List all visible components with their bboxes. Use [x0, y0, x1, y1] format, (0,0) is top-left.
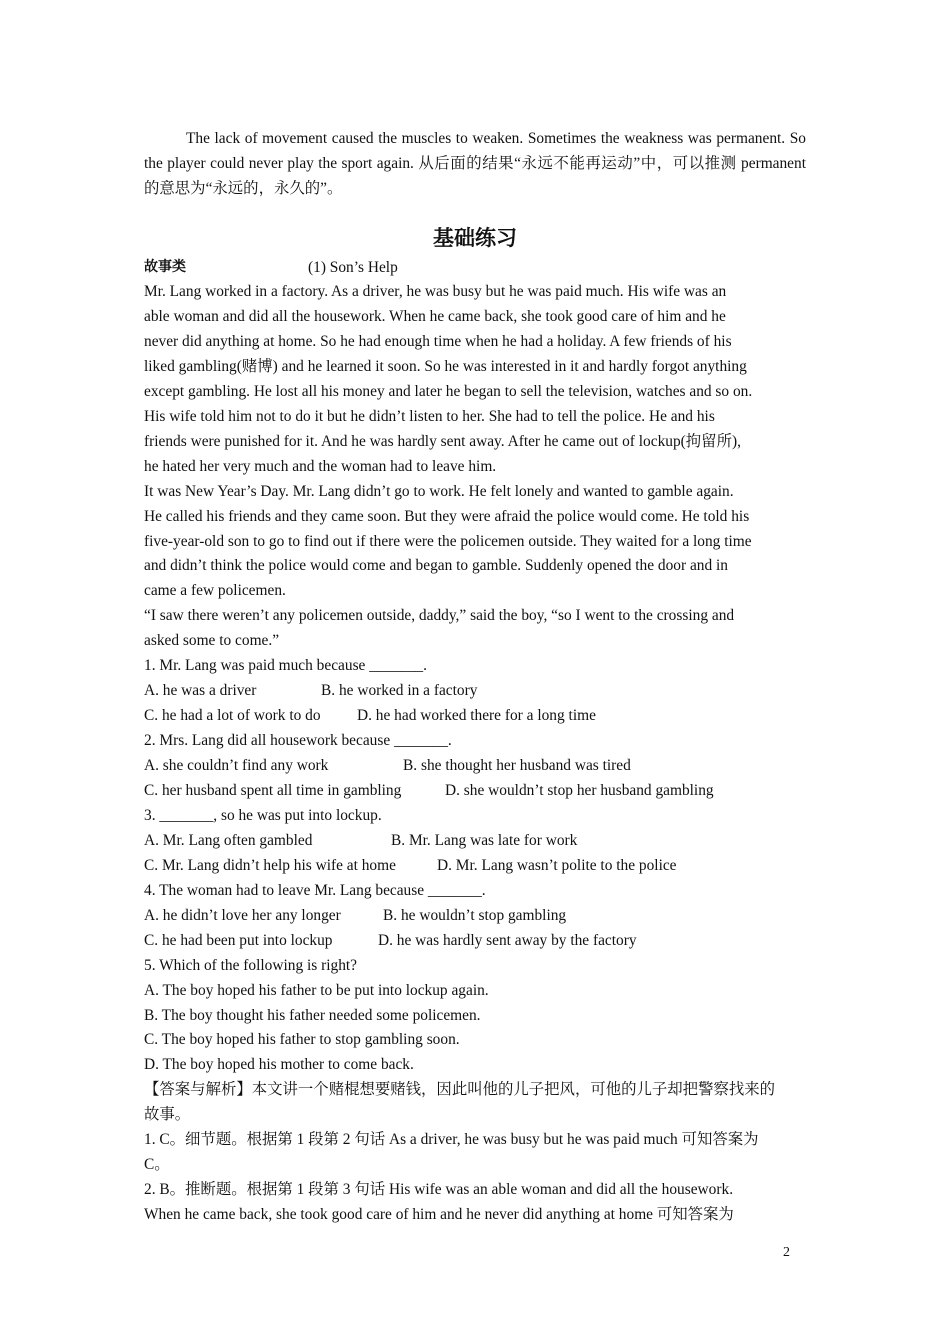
question-stem: 5. Which of the following is right?	[144, 956, 358, 974]
story-line: liked gambling(赌博) and he learned it soon. So he was interested in it and hardly forgot anything	[144, 357, 747, 375]
story-line: five-year-old son to go to find out if there were the policemen outside. They waited for a long time	[144, 532, 752, 550]
story-line: he hated her very much and the woman had to leave him.	[144, 457, 497, 475]
story-line: and didn’t think the police would come and began to gamble. Suddenly opened the door and in	[144, 557, 729, 575]
story-line: Mr. Lang worked in a factory. As a driver, he was busy but he was paid much. His wife was an	[144, 283, 727, 300]
story-line: came a few policemen.	[144, 582, 286, 600]
option-b: B. he wouldn’t stop gambling	[383, 906, 567, 924]
answer-explanation	[144, 1078, 806, 1228]
option-c: C. he had a lot of work to do	[144, 707, 321, 725]
story-title: (1) Son’s Help	[308, 259, 398, 276]
answer-line: 1. C。细节题。根据第 1 段第 2 句话 As a driver, he was busy but he was paid much 可知答案为	[144, 1131, 759, 1149]
story-line: asked some to come.”	[144, 632, 280, 650]
answer-line: 故事。	[144, 1106, 191, 1124]
story-line: except gambling. He lost all his money and later he began to sell the television, watches and so on.	[144, 382, 753, 400]
option-a: A. he didn’t love her any longer	[144, 906, 341, 924]
intro-paragraph: The lack of movement caused the muscles to weaken. Sometimes the weakness was permanent. So the player could never play the sport again. 从后面的结果“永远不能再运动”中，可以推测 permanent 的意思为“永远的，永久的”。	[144, 130, 806, 197]
option-a: A. she couldn’t find any work	[144, 757, 329, 775]
answer-line: When he came back, she took good care of him and he never did anything at home 可知答案为	[144, 1206, 734, 1224]
option-c: C. Mr. Lang didn’t help his wife at home	[144, 856, 396, 874]
question-stem: 3. _______, so he was put into lockup.	[144, 806, 382, 824]
option-b: B. he worked in a factory	[321, 682, 478, 700]
page-number: 2	[783, 1245, 790, 1260]
option-b: B. she thought her husband was tired	[403, 757, 631, 775]
story-line: His wife told him not to do it but he didn’t listen to her. She had to tell the police. He and his	[144, 407, 715, 425]
option-c: C. The boy hoped his father to stop gambling soon.	[144, 1031, 460, 1049]
option-d: D. she wouldn’t stop her husband gambling	[445, 782, 714, 800]
option-d: D. he was hardly sent away by the factory	[378, 931, 637, 949]
option-a: A. The boy hoped his father to be put into lockup again.	[144, 981, 489, 999]
option-d: D. he had worked there for a long time	[357, 707, 596, 725]
question-4	[144, 879, 806, 954]
story-category: 故事类	[144, 259, 186, 275]
question-1	[144, 654, 806, 729]
option-c: C. her husband spent all time in gambling	[144, 782, 402, 800]
question-stem: 4. The woman had to leave Mr. Lang because _______.	[144, 881, 486, 899]
question-2	[144, 729, 806, 804]
story-line: able woman and did all the housework. When he came back, she took good care of him and he	[144, 307, 726, 325]
story-header	[144, 255, 806, 280]
document-page	[144, 126, 806, 1228]
option-a: A. he was a driver	[144, 682, 257, 700]
answer-line: 【答案与解析】本文讲一个赌棍想要赌钱，因此叫他的儿子把风，可他的儿子却把警察找来的	[144, 1081, 776, 1099]
question-stem: 1. Mr. Lang was paid much because _______.	[144, 657, 427, 675]
story-text	[144, 280, 806, 654]
story-line: never did anything at home. So he had enough time when he had a holiday. A few friends of his	[144, 332, 732, 350]
question-stem: 2. Mrs. Lang did all housework because _______.	[144, 732, 452, 750]
option-b: B. The boy thought his father needed some policemen.	[144, 1006, 481, 1024]
answer-line: 2. B。推断题。根据第 1 段第 3 句话 His wife was an able woman and did all the housework.	[144, 1181, 734, 1199]
option-c: C. he had been put into lockup	[144, 931, 333, 949]
option-d: D. The boy hoped his mother to come back.	[144, 1056, 414, 1074]
story-line: friends were punished for it. And he was hardly sent away. After he came out of lockup(拘留所),	[144, 432, 741, 450]
option-a: A. Mr. Lang often gambled	[144, 831, 313, 849]
option-d: D. Mr. Lang wasn’t polite to the police	[437, 856, 677, 874]
story-line: “I saw there weren’t any policemen outside, daddy,” said the boy, “so I went to the crossing and	[144, 607, 735, 625]
answer-line: C。	[144, 1156, 170, 1174]
question-3	[144, 804, 806, 879]
story-line: It was New Year’s Day. Mr. Lang didn’t go to work. He felt lonely and wanted to gamble again.	[144, 482, 734, 500]
section-title: 基础练习	[433, 225, 517, 250]
story-line: He called his friends and they came soon. But they were afraid the police would come. He told his	[144, 507, 750, 525]
question-5	[144, 954, 806, 1079]
option-b: B. Mr. Lang was late for work	[391, 831, 578, 849]
